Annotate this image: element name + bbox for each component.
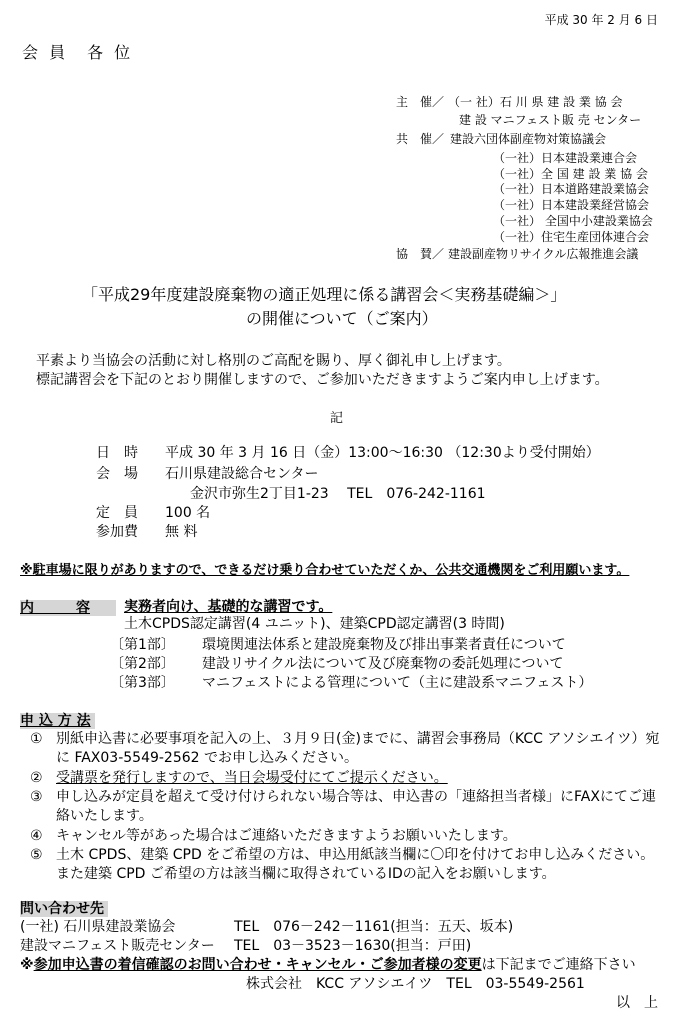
parking-notice: ※駐車場に限りがありますので、できるだけ乗り合わせていただくか、公共交通機関をご利用願います。: [20, 563, 630, 578]
contact-kcc: 株式会社 KCC アソシエイツ TEL 03-5549-2561: [246, 976, 585, 992]
contact-tel-1: TEL 076－242－1161(担当：五天、坂本): [234, 919, 514, 935]
application-item-number: ②: [30, 770, 43, 786]
host-label: 主 催／: [396, 95, 445, 109]
intro-line-2: 標記講習会を下記のとおり開催しますので、ご参加いただきますようご案内申し上げます。: [36, 372, 609, 388]
host-secondary: 建 設 マニフェスト販 売 センター: [459, 113, 642, 127]
closing-mark: 以 上: [616, 995, 658, 1011]
cohost-primary: 建設六団体副産物対策協議会: [450, 132, 607, 146]
part-number: 〔第2部〕: [110, 656, 175, 672]
venue-value: 石川県建設総合センター: [165, 466, 319, 482]
cohost-member: （一社）日本道路建設業協会: [493, 182, 650, 196]
host-primary: （一 社）石 川 県 建 設 業 協 会: [448, 95, 623, 109]
application-item-1-cont: に FAX03-5549-2562 でお申し込みください。: [56, 750, 359, 766]
application-item-5-cont: また建築 CPD ご希望の方は該当欄に取得されているIDの記入をお願いします。: [56, 866, 556, 882]
application-item-3-cont: 絡いたします。: [56, 808, 153, 824]
cohost-member: （一社）日本建設業連合会: [493, 151, 638, 165]
datetime-label: 日 時: [96, 445, 138, 461]
fee-label: 参加費: [96, 524, 138, 540]
content-credits: 土木CPDS認定講習(4 ユニット)、建築CPD認定講習(3 時間): [124, 616, 505, 632]
support-org: 建設副産物リサイクル広報推進会議: [448, 247, 639, 261]
application-item-2: 受講票を発行しますので、当日会場受付にてご提示ください。: [56, 770, 448, 786]
ki-heading: 記: [330, 411, 344, 426]
notice-mark: ※: [20, 957, 34, 973]
contact-notice: [20, 958, 636, 972]
notice-tail: は下記までご連絡下さい: [481, 957, 636, 973]
part-number: 〔第1部〕: [110, 637, 175, 653]
application-item-3: 申し込みが定員を超えて受け付けられない場合等は、申込書の「連絡担当者様」にFAXにてご連: [56, 789, 656, 805]
venue-label: 会 場: [96, 466, 138, 482]
notice-emphasis: 参加申込書の着信確認のお問い合わせ・キャンセル・ご参加者様の変更: [33, 957, 482, 973]
part-text: 建設リサイクル法について及び廃棄物の委託処理について: [202, 656, 564, 672]
application-item-1: 別紙申込書に必要事項を記入の上、３月９日(金)までに、講習会事務局（KCC アソシエイツ）宛: [56, 731, 660, 747]
title-line-1: 「平成29年度建設廃棄物の適正処理に係る講習会＜実務基礎編＞」: [82, 285, 567, 304]
cohost-member: （一社）住宅生産団体連合会: [493, 230, 650, 244]
cohost-member: （一社）日本建設業経営協会: [493, 198, 650, 212]
application-item-4: キャンセル等があった場合はご連絡いただきますようお願いいたします。: [56, 828, 517, 844]
datetime-value: 平成 30 年 3 月 16 日（金）13:00～16:30 （12:30より受付開始）: [165, 445, 600, 461]
addressee: 会 員 各 位: [22, 43, 134, 62]
document-date: 平成 30 年 2 月 6 日: [544, 13, 658, 27]
support-label: 協 賛／: [396, 247, 445, 261]
contact-org-2: 建設マニフェスト販売センター: [20, 938, 215, 954]
application-item-number: ④: [30, 828, 43, 844]
fee-value: 無 料: [165, 524, 198, 540]
venue-address: 金沢市弥生2丁目1-23 TEL 076-242-1161: [190, 486, 486, 502]
application-item-5: 土木 CPDS、建築 CPD をご希望の方は、申込用紙該当欄に〇印を付けてお申し込みください。: [56, 847, 655, 863]
part-text: マニフェストによる管理について（主に建設系マニフェスト）: [202, 675, 593, 691]
capacity-label: 定 員: [96, 505, 138, 521]
application-item-number: ③: [30, 789, 43, 805]
part-number: 〔第3部〕: [110, 675, 175, 691]
application-label: 申 込 方 法: [20, 713, 95, 729]
content-headline: 実務者向け、基礎的な講習です。: [124, 599, 333, 615]
cohost-label: 共 催／: [396, 132, 445, 146]
cohost-member: （一社） 全国中小建設業協会: [493, 214, 653, 228]
application-item-number: ①: [30, 731, 43, 747]
contact-label: 問い合わせ先: [20, 901, 108, 917]
content-label: 内 容: [20, 600, 116, 616]
intro-line-1: 平素より当協会の活動に対し格別のご高配を賜り、厚く御礼申し上げます。: [36, 353, 511, 369]
capacity-value: 100 名: [165, 505, 211, 521]
title-line-2: の開催について（ご案内）: [246, 309, 438, 328]
contact-org-1: (一社) 石川県建設業協会: [20, 919, 176, 935]
application-item-number: ⑤: [30, 847, 43, 863]
part-text: 環境関連法体系と建設廃棄物及び排出事業者責任について: [202, 637, 566, 653]
contact-tel-2: TEL 03－3523－1630(担当：戸田): [234, 938, 472, 954]
cohost-member: （一社）全 国 建 設 業 協 会: [493, 167, 648, 181]
